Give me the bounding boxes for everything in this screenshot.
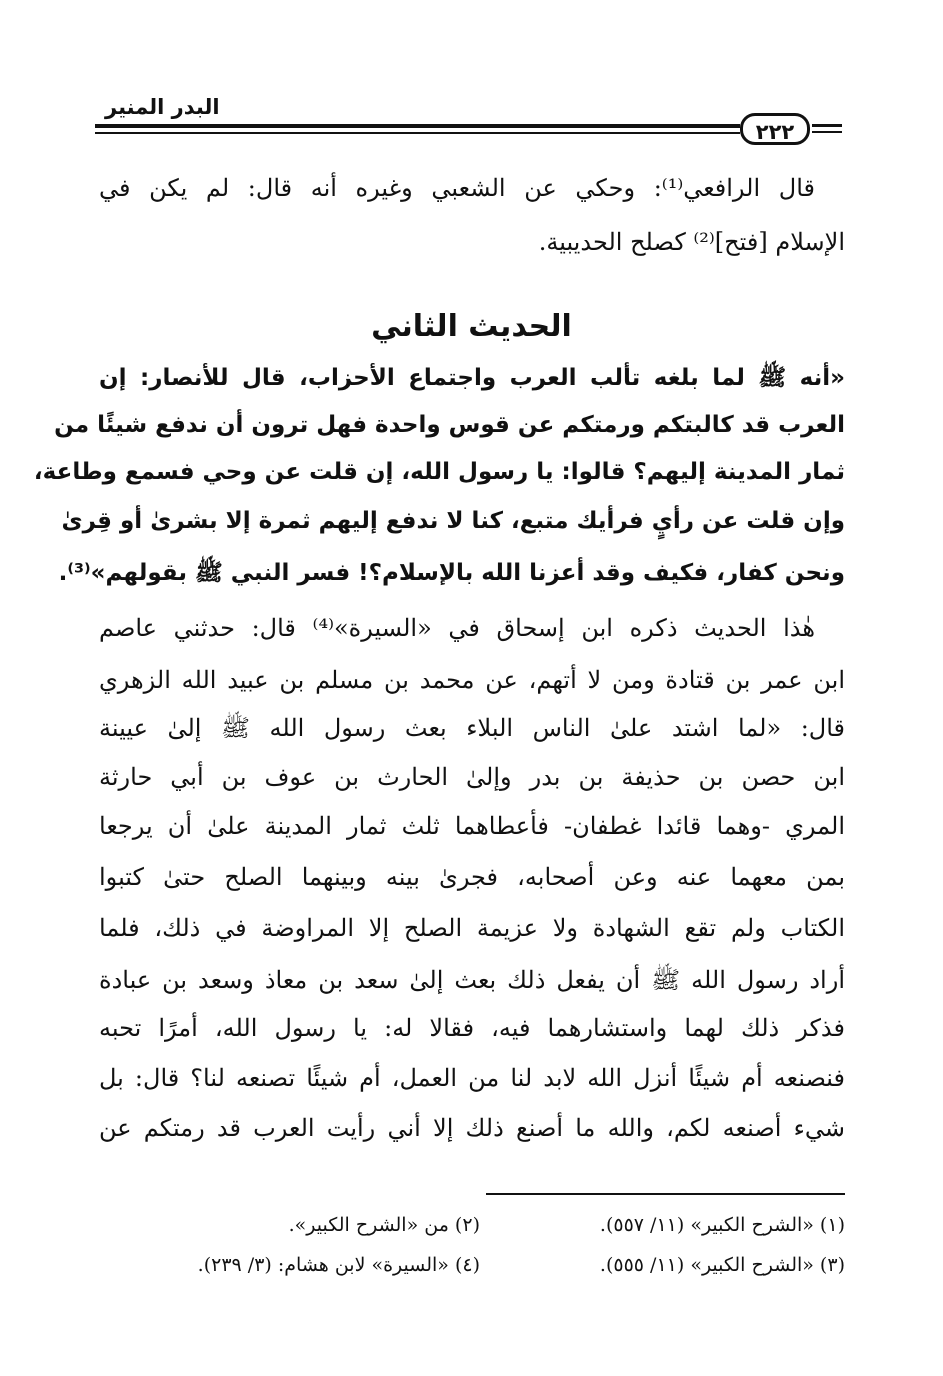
hadith-line: ثمار المدينة إليهم؟ قالوا: يا رسول الله، إن قلت عن وحي فسمع وطاعة، [33, 459, 845, 485]
section-heading: الحديث الثاني [371, 309, 572, 344]
commentary-line: المري -وهما قائدا غطفان- فأعطاهما ثلث ثمار المدينة علىٰ أن يرجعا [99, 812, 845, 840]
commentary-line: هٰذا الحديث ذكره ابن إسحاق في «السيرة»⁽⁴⁾ قال: حدثني عاصم [99, 614, 816, 642]
hadith-line: العرب قد كالبتكم ورمتكم عن قوس واحدة فهل ترون أن ندفع شيئًا من [54, 412, 845, 438]
commentary-line: فنصنعه أم شيئًا أنزل الله لابد لنا من العمل، أم شيئًا تصنعه لنا؟ قال: بل [99, 1064, 845, 1092]
hadith-line: «أنه ﷺ لما بلغه تألب العرب واجتماع الأحزاب، قال للأنصار: إن [99, 365, 845, 391]
header-rule-right-thin [812, 131, 842, 133]
footnote-rule [486, 1193, 845, 1195]
intro-line: قال الرافعي⁽¹⁾: وحكي عن الشعبي وغيره أنه قال: لم يكن في [99, 174, 815, 202]
commentary-line: فذكر ذلك لهما واستشارهما فيه، فقالا له: يا رسول الله، أمرًا تحبه [99, 1014, 845, 1042]
page-number: ٢٢٢ [740, 113, 810, 145]
footnote-4: (٤) «السيرة» لابن هشام: (٣/ ٢٣٩). [197, 1254, 480, 1276]
header-rule-thin [95, 132, 740, 134]
commentary-line: شيء أصنعه لكم، والله ما أصنع ذلك إلا أني رأيت العرب قد رمتكم عن [99, 1114, 845, 1142]
commentary-line: ابن عمر بن قتادة ومن لا أتهم، عن محمد بن مسلم بن عبيد الله الزهري [99, 666, 845, 694]
commentary-line: أراد رسول الله ﷺ أن يفعل ذلك بعث إلىٰ سعد بن معاذ وسعد بن عبادة [99, 966, 845, 994]
hadith-line: وإن قلت عن رأيٍ فرأيك متبع، كنا لا ندفع إليهم ثمرة إلا بشرىٰ أو قِرىٰ [61, 508, 845, 534]
header-rule-right [812, 124, 842, 127]
running-header-title: البدر المنير [105, 95, 220, 119]
hadith-line: ونحن كفار، فكيف وقد أعزنا الله بالإسلام؟! فسر النبي ﷺ بقولهم»⁽³⁾. [58, 560, 845, 586]
intro-line: الإسلام [فتح]⁽²⁾ كصلح الحديبية. [538, 228, 845, 256]
header-rule-thick [95, 124, 740, 128]
commentary-line: قال: «لما اشتد علىٰ الناس البلاء بعث رسول الله ﷺ إلىٰ عيينة [99, 714, 845, 742]
commentary-line: الكتاب ولم تقع الشهادة ولا عزيمة الصلح إلا المراوضة في ذلك، فلما [99, 914, 845, 942]
commentary-line: بمن معهما عنه وعن أصحابه، فجرىٰ بينه وبينهما الصلح حتىٰ كتبوا [99, 863, 845, 891]
commentary-line: ابن حصن بن حذيفة بن بدر وإلىٰ الحارث بن عوف بن أبي حارثة [99, 763, 845, 791]
footnote-2: (٢) من «الشرح الكبير». [288, 1214, 480, 1236]
footnote-3: (٣) «الشرح الكبير» (١١/ ٥٥٥). [599, 1254, 845, 1276]
footnote-1: (١) «الشرح الكبير» (١١/ ٥٥٧). [599, 1214, 845, 1236]
